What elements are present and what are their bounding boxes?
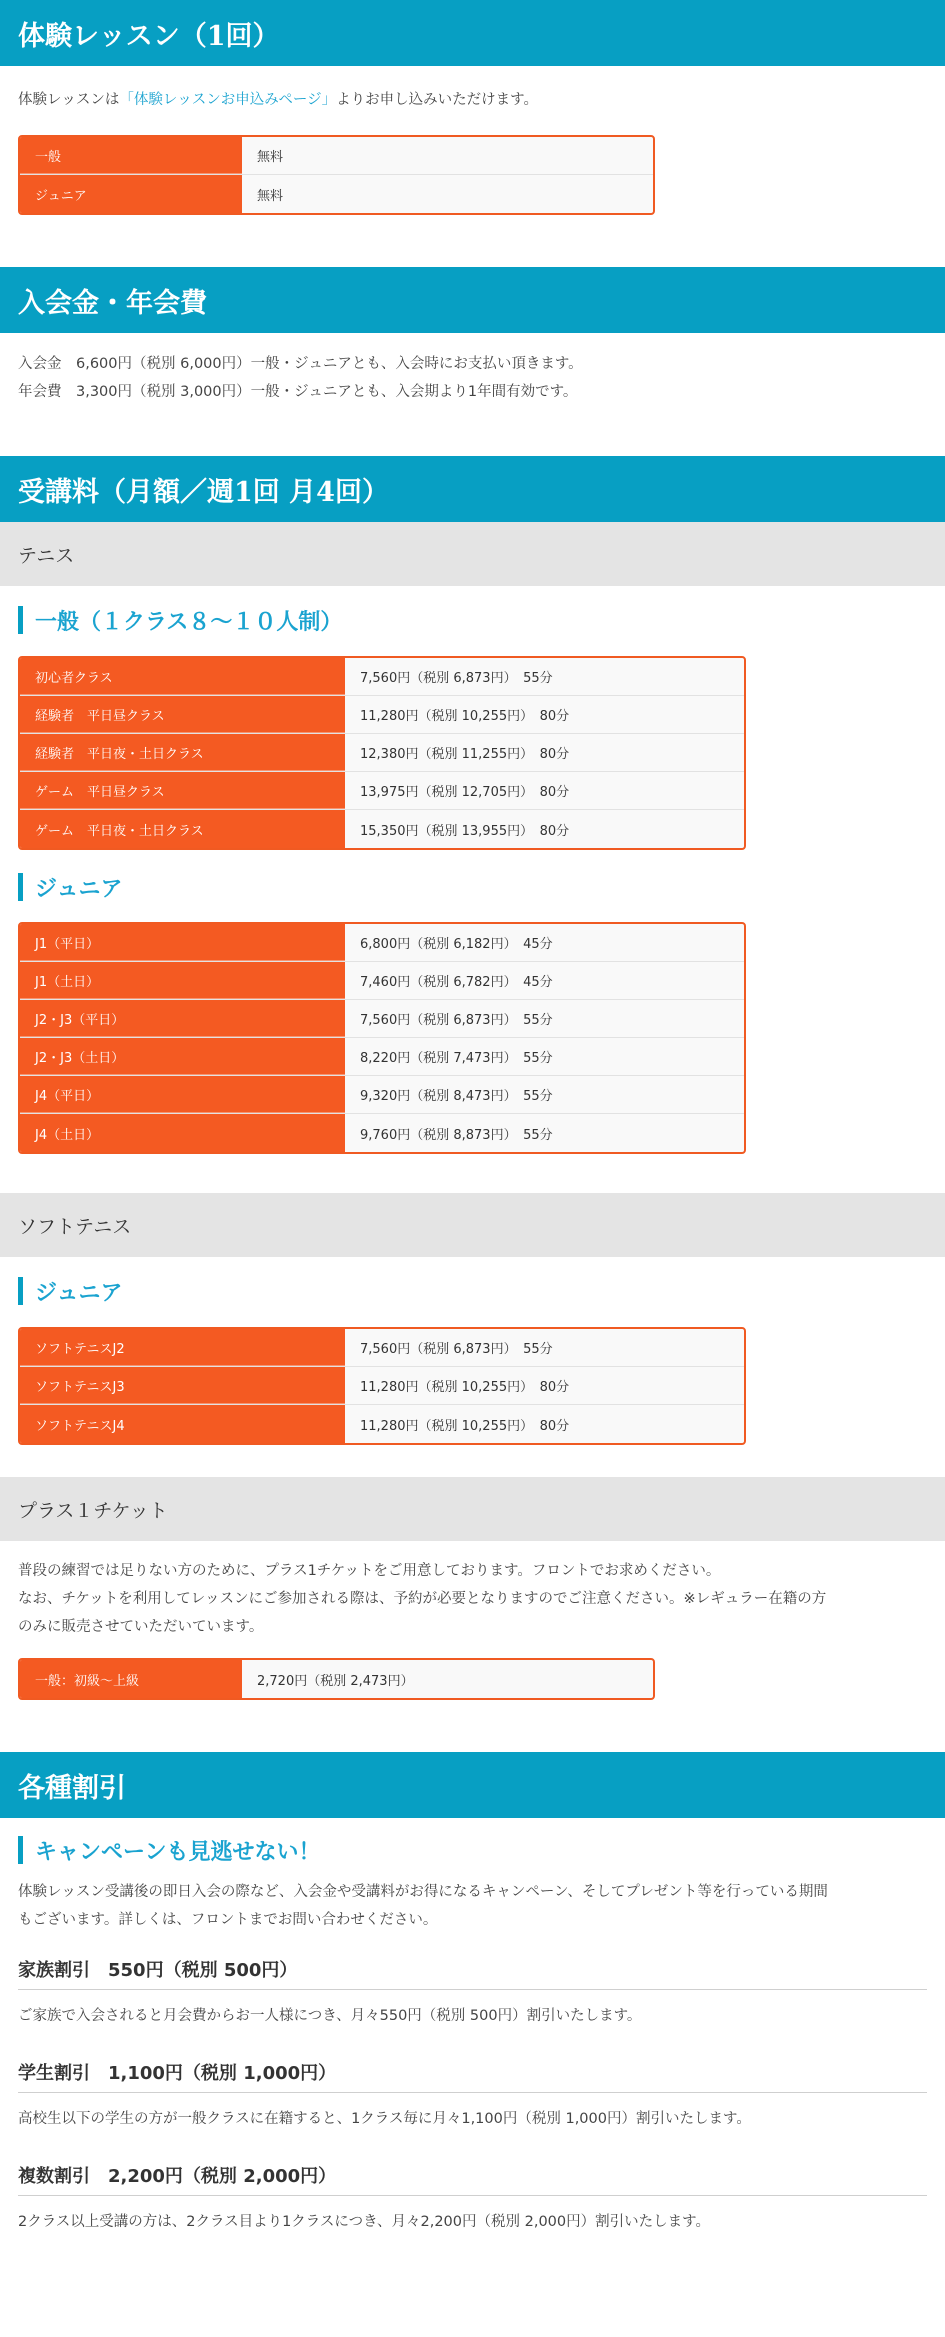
row-value: 6,800円（税別 6,182円） 45分 — [360, 937, 553, 952]
trial-apply-link[interactable]: 「体験レッスンお申込みページ」 — [119, 92, 337, 108]
discount-text: 高校生以下の学生の方が一般クラスに在籍すると、1クラス毎に月々1,100円（税別 1,000円）割引いたします。 — [18, 2111, 751, 2127]
row-label: 一般 — [20, 137, 242, 174]
discount-text: 2クラス以上受講の方は、2クラス目より1クラスにつき、月々2,200円（税別 2,000円）割引いたします。 — [18, 2214, 710, 2230]
discount-item — [0, 2052, 945, 2128]
table-row — [20, 1076, 744, 1114]
table-row — [20, 772, 744, 810]
tuition-section — [0, 456, 945, 1700]
discount-heading: 学生割引 1,100円（税別 1,000円） — [18, 2052, 927, 2093]
fees-line: 入会金 6,600円（税別 6,000円）一般・ジュニアとも、入会時にお支払い頂きます。 — [18, 356, 583, 372]
table-row — [20, 1367, 744, 1405]
discount-title: 各種割引 — [0, 1752, 945, 1818]
row-label: ソフトテニスJ4 — [20, 1405, 345, 1443]
table-row — [20, 1660, 653, 1698]
table-row — [20, 924, 744, 962]
trial-price-table — [18, 135, 655, 215]
table-row — [20, 137, 653, 175]
row-label: 一般：初級～上級 — [20, 1660, 242, 1698]
row-label: J1（平日） — [20, 924, 345, 961]
table-row — [20, 658, 744, 696]
fees-section — [0, 267, 945, 406]
campaign-text — [0, 1878, 945, 1934]
row-label: ジュニア — [20, 175, 242, 213]
discount-heading: 家族割引 550円（税別 500円） — [18, 1949, 927, 1990]
row-value: 7,560円（税別 6,873円） 55分 — [360, 671, 553, 686]
row-label: ソフトテニスJ2 — [20, 1329, 345, 1366]
table-row — [20, 1405, 744, 1443]
plus-ticket-line: のみに販売させていただいています。 — [18, 1619, 264, 1635]
table-row — [20, 734, 744, 772]
table-row — [20, 1114, 744, 1152]
discount-item — [0, 2155, 945, 2231]
row-value: 9,320円（税別 8,473円） 55分 — [360, 1089, 553, 1104]
junior-class-title: ジュニア — [18, 873, 945, 901]
trial-text-before: 体験レッスンは — [18, 92, 120, 108]
tennis-heading: テニス — [0, 522, 945, 586]
row-value: 7,560円（税別 6,873円） 55分 — [360, 1342, 553, 1357]
row-value: 13,975円（税別 12,705円） 80分 — [360, 785, 570, 800]
table-row — [20, 1038, 744, 1076]
table-row — [20, 175, 653, 213]
row-label: J2・J3（土日） — [20, 1038, 345, 1075]
plus-ticket-text — [0, 1557, 945, 1641]
row-label: ゲーム 平日夜・土日クラス — [20, 810, 345, 848]
softtennis-junior-title: ジュニア — [18, 1277, 945, 1305]
trial-text-after: よりお申し込みいただけます。 — [336, 92, 538, 108]
plus-ticket-heading: プラス１チケット — [0, 1477, 945, 1541]
table-row — [20, 810, 744, 848]
tuition-title: 受講料（月額／週1回 月4回） — [0, 456, 945, 522]
row-value: 9,760円（税別 8,873円） 55分 — [360, 1127, 553, 1143]
discount-section — [0, 1752, 945, 2255]
softtennis-heading: ソフトテニス — [0, 1193, 945, 1257]
campaign-title: キャンペーンも見逃せない！ — [18, 1836, 945, 1864]
row-value: 15,350円（税別 13,955円） 80分 — [360, 823, 570, 839]
row-value: 11,280円（税別 10,255円） 80分 — [360, 1380, 570, 1395]
campaign-line: 体験レッスン受講後の即日入会の際など、入会金や受講料がお得になるキャンペーン、そしてプレゼント等を行っている期間 — [18, 1884, 828, 1900]
general-class-title: 一般（１クラス８～１０人制） — [18, 606, 945, 634]
table-row — [20, 1000, 744, 1038]
row-label: 経験者 平日夜・土日クラス — [20, 734, 345, 771]
row-label: J4（土日） — [20, 1114, 345, 1152]
row-value: 11,280円（税別 10,255円） 80分 — [360, 1418, 570, 1434]
discount-item — [0, 1949, 945, 2025]
row-value: 7,560円（税別 6,873円） 55分 — [360, 1013, 553, 1028]
row-label: 初心者クラス — [20, 658, 345, 695]
row-label: ゲーム 平日昼クラス — [20, 772, 345, 809]
trial-text — [0, 86, 945, 114]
row-label: J1（土日） — [20, 962, 345, 999]
fees-title: 入会金・年会費 — [0, 267, 945, 333]
general-price-table — [18, 656, 746, 850]
trial-section — [0, 0, 945, 215]
plus-ticket-table — [18, 1658, 655, 1700]
row-label: J4（平日） — [20, 1076, 345, 1113]
table-row — [20, 962, 744, 1000]
table-row — [20, 696, 744, 734]
fees-line: 年会費 3,300円（税別 3,000円）一般・ジュニアとも、入会期より1年間有効です。 — [18, 384, 578, 400]
row-value: 7,460円（税別 6,782円） 45分 — [360, 975, 553, 990]
plus-ticket-line: 普段の練習では足りない方のために、プラス1チケットをご用意しております。フロントでお求めください。 — [18, 1563, 721, 1579]
row-value: 12,380円（税別 11,255円） 80分 — [360, 747, 570, 762]
row-value: 8,220円（税別 7,473円） 55分 — [360, 1051, 553, 1066]
junior-price-table — [18, 922, 746, 1154]
table-row — [20, 1329, 744, 1367]
row-label: ソフトテニスJ3 — [20, 1367, 345, 1404]
discount-heading: 複数割引 2,200円（税別 2,000円） — [18, 2155, 927, 2196]
row-value: 無料 — [257, 150, 284, 165]
row-label: 経験者 平日昼クラス — [20, 696, 345, 733]
row-label: J2・J3（平日） — [20, 1000, 345, 1037]
trial-title: 体験レッスン（1回） — [0, 0, 945, 66]
plus-ticket-line: なお、チケットを利用してレッスンにご参加される際は、予約が必要となりますのでご注意ください。※レギュラー在籍の方 — [18, 1591, 827, 1607]
row-value: 11,280円（税別 10,255円） 80分 — [360, 709, 570, 724]
campaign-line: もございます。詳しくは、フロントまでお問い合わせください。 — [18, 1912, 438, 1928]
fees-text — [0, 350, 945, 406]
discount-text: ご家族で入会されると月会費からお一人様につき、月々550円（税別 500円）割引いたします。 — [18, 2008, 642, 2024]
softtennis-price-table — [18, 1327, 746, 1445]
row-value: 無料 — [257, 188, 284, 204]
row-value: 2,720円（税別 2,473円） — [257, 1673, 414, 1689]
